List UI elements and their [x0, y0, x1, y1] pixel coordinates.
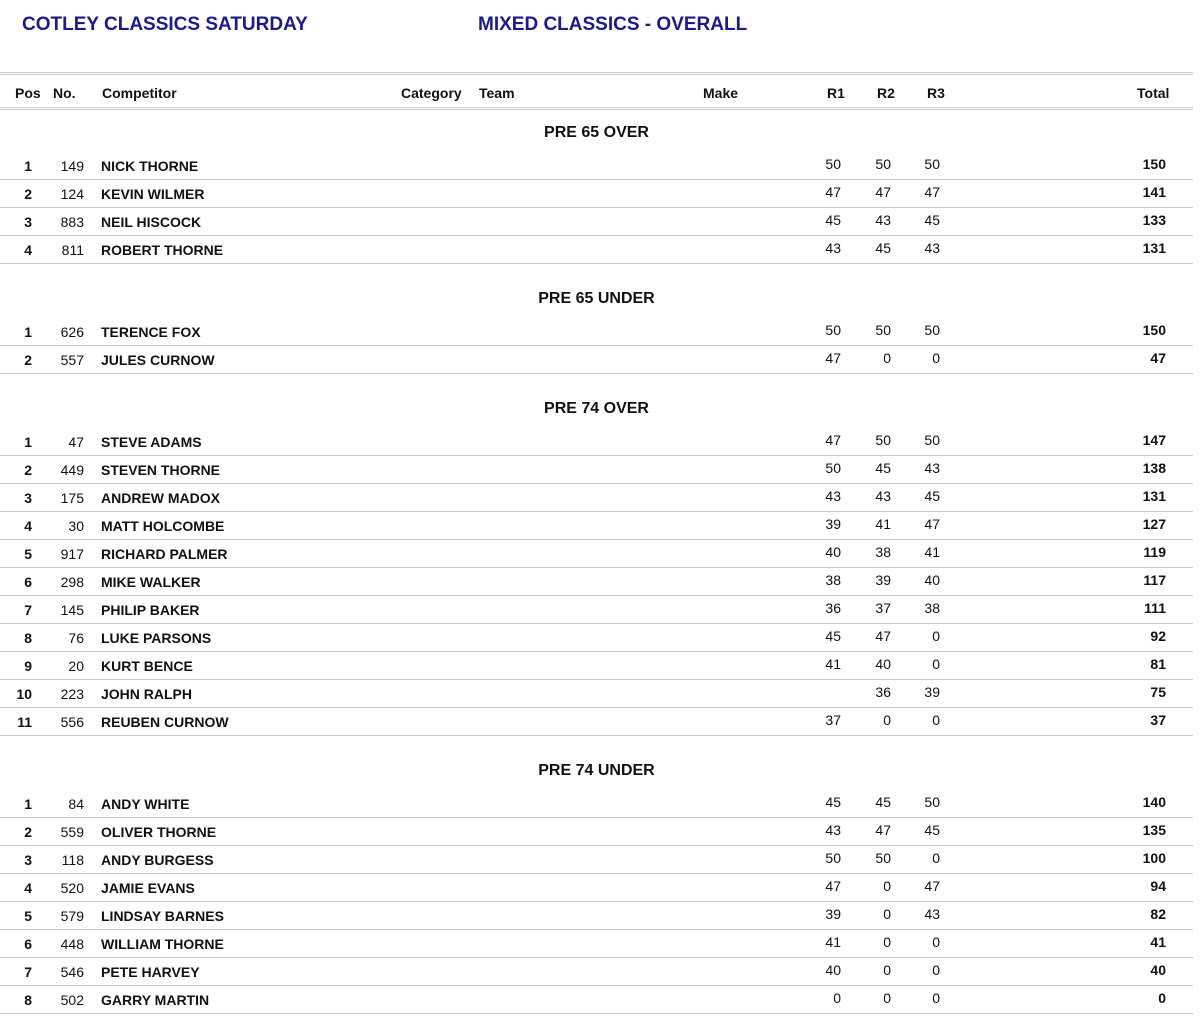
r3-cell: 38 [924, 600, 940, 616]
total-cell: 100 [1142, 850, 1166, 866]
table-row [0, 624, 1193, 652]
competitor-cell: JOHN RALPH [101, 686, 193, 702]
r1-cell: 39 [825, 906, 841, 922]
number-cell: 20 [68, 658, 84, 674]
r3-cell: 47 [924, 516, 940, 532]
r1-cell: 43 [825, 240, 841, 256]
r3-cell: 50 [924, 322, 940, 338]
r2-cell: 43 [875, 212, 891, 228]
number-cell: 449 [60, 462, 84, 478]
total-cell: 127 [1142, 516, 1166, 532]
pos-cell: 1 [24, 796, 32, 812]
r3-cell: 45 [924, 488, 940, 504]
r3-cell: 39 [924, 684, 940, 700]
col-pos: Pos [15, 85, 41, 101]
number-cell: 579 [60, 908, 84, 924]
table-row [0, 708, 1193, 736]
pos-cell: 7 [24, 602, 32, 618]
pos-cell: 1 [24, 324, 32, 340]
col-r2: R2 [877, 85, 895, 101]
number-cell: 448 [60, 936, 84, 952]
r1-cell: 40 [825, 962, 841, 978]
r1-cell: 50 [825, 322, 841, 338]
total-cell: 82 [1150, 906, 1166, 922]
r3-cell: 43 [924, 240, 940, 256]
table-row [0, 456, 1193, 484]
competitor-cell: STEVE ADAMS [101, 434, 202, 450]
pos-cell: 9 [24, 658, 32, 674]
column-header-row [0, 72, 1193, 110]
competitor-cell: NICK THORNE [101, 158, 199, 174]
table-row [0, 152, 1193, 180]
competitor-cell: PETE HARVEY [101, 964, 200, 980]
number-cell: 30 [68, 518, 84, 534]
r1-cell: 37 [825, 712, 841, 728]
r1-cell: 47 [825, 350, 841, 366]
r3-cell: 45 [924, 212, 940, 228]
competitor-cell: MATT HOLCOMBE [101, 518, 225, 534]
total-cell: 117 [1143, 572, 1166, 588]
r3-cell: 0 [932, 850, 940, 866]
r2-cell: 50 [875, 322, 891, 338]
col-total: Total [1137, 85, 1170, 101]
r1-cell: 41 [825, 656, 841, 672]
section-title: PRE 65 OVER [544, 124, 649, 141]
number-cell: 559 [60, 824, 84, 840]
r1-cell: 0 [833, 990, 841, 1006]
col-r1: R1 [827, 85, 845, 101]
results-title: MIXED CLASSICS - OVERALL [478, 14, 748, 35]
total-cell: 94 [1150, 878, 1166, 894]
table-row [0, 568, 1193, 596]
competitor-cell: ANDY WHITE [101, 796, 190, 812]
r1-cell: 50 [825, 460, 841, 476]
competitor-cell: RICHARD PALMER [101, 546, 228, 562]
r2-cell: 41 [875, 516, 891, 532]
number-cell: 883 [60, 214, 84, 230]
competitor-cell: JULES CURNOW [101, 352, 215, 368]
section-spacer [0, 374, 1193, 388]
r2-cell: 0 [883, 878, 891, 894]
number-cell: 149 [60, 158, 84, 174]
pos-cell: 6 [24, 574, 32, 590]
r2-cell: 45 [875, 460, 891, 476]
table-row [0, 874, 1193, 902]
r1-cell: 47 [825, 878, 841, 894]
table-row [0, 986, 1193, 1014]
competitor-cell: TERENCE FOX [101, 324, 201, 340]
pos-cell: 3 [24, 852, 32, 868]
pos-cell: 1 [24, 158, 32, 174]
pos-cell: 8 [24, 630, 32, 646]
number-cell: 76 [68, 630, 84, 646]
r1-cell: 47 [825, 184, 841, 200]
table-row [0, 680, 1193, 708]
r1-cell: 40 [825, 544, 841, 560]
r2-cell: 50 [875, 850, 891, 866]
r2-cell: 0 [883, 906, 891, 922]
section-title: PRE 65 UNDER [538, 290, 655, 307]
col-category: Category [401, 85, 462, 101]
number-cell: 47 [68, 434, 84, 450]
table-row [0, 512, 1193, 540]
number-cell: 811 [61, 242, 84, 258]
results-section [0, 278, 1193, 388]
r3-cell: 0 [932, 656, 940, 672]
results-section [0, 388, 1193, 750]
total-cell: 47 [1150, 350, 1166, 366]
number-cell: 502 [60, 992, 84, 1008]
r3-cell: 0 [932, 628, 940, 644]
pos-cell: 2 [24, 462, 32, 478]
r3-cell: 45 [924, 822, 940, 838]
r3-cell: 0 [932, 990, 940, 1006]
total-cell: 140 [1142, 794, 1166, 810]
table-row [0, 902, 1193, 930]
number-cell: 298 [60, 574, 84, 590]
pos-cell: 6 [24, 936, 32, 952]
r2-cell: 39 [875, 572, 891, 588]
r3-cell: 50 [924, 156, 940, 172]
competitor-cell: LUKE PARSONS [101, 630, 212, 646]
pos-cell: 4 [24, 880, 32, 896]
competitor-cell: ANDREW MADOX [101, 490, 220, 506]
number-cell: 118 [61, 852, 84, 868]
col-team: Team [479, 85, 515, 101]
pos-cell: 2 [24, 352, 32, 368]
table-row [0, 540, 1193, 568]
table-row [0, 428, 1193, 456]
number-cell: 520 [60, 880, 84, 896]
r1-cell: 45 [825, 212, 841, 228]
total-cell: 92 [1150, 628, 1166, 644]
event-title: COTLEY CLASSICS SATURDAY [22, 14, 308, 35]
r2-cell: 43 [875, 488, 891, 504]
r2-cell: 0 [883, 350, 891, 366]
competitor-cell: ROBERT THORNE [101, 242, 224, 258]
r2-cell: 47 [875, 184, 891, 200]
r3-cell: 0 [932, 712, 940, 728]
competitor-cell: NEIL HISCOCK [101, 214, 202, 230]
competitor-cell: REUBEN CURNOW [101, 714, 229, 730]
pos-cell: 5 [24, 546, 32, 562]
total-cell: 147 [1142, 432, 1166, 448]
table-row [0, 930, 1193, 958]
r2-cell: 0 [883, 962, 891, 978]
r1-cell: 50 [825, 156, 841, 172]
competitor-cell: MIKE WALKER [101, 574, 201, 590]
number-cell: 84 [68, 796, 84, 812]
r2-cell: 47 [875, 822, 891, 838]
total-cell: 150 [1142, 322, 1166, 338]
pos-cell: 3 [24, 214, 32, 230]
r2-cell: 50 [875, 156, 891, 172]
pos-cell: 2 [24, 186, 32, 202]
r3-cell: 47 [924, 184, 940, 200]
total-cell: 131 [1142, 488, 1166, 504]
r2-cell: 0 [883, 934, 891, 950]
r3-cell: 0 [932, 962, 940, 978]
col-competitor: Competitor [102, 85, 177, 101]
number-cell: 556 [60, 714, 84, 730]
r2-cell: 0 [883, 712, 891, 728]
total-cell: 141 [1142, 184, 1166, 200]
r3-cell: 50 [924, 794, 940, 810]
table-row [0, 318, 1193, 346]
table-row [0, 484, 1193, 512]
r3-cell: 43 [924, 460, 940, 476]
r1-cell: 47 [825, 432, 841, 448]
r2-cell: 50 [875, 432, 891, 448]
total-cell: 111 [1144, 600, 1166, 616]
r3-cell: 40 [924, 572, 940, 588]
table-row [0, 236, 1193, 264]
section-spacer [0, 264, 1193, 278]
competitor-cell: STEVEN THORNE [101, 462, 221, 478]
total-cell: 41 [1150, 934, 1166, 950]
competitor-cell: ANDY BURGESS [101, 852, 214, 868]
r2-cell: 45 [875, 794, 891, 810]
competitor-cell: LINDSAY BARNES [101, 908, 224, 924]
total-cell: 40 [1150, 962, 1166, 978]
r2-cell: 45 [875, 240, 891, 256]
table-row [0, 652, 1193, 680]
r2-cell: 47 [875, 628, 891, 644]
table-row [0, 346, 1193, 374]
section-spacer [0, 736, 1193, 750]
competitor-cell: WILLIAM THORNE [101, 936, 224, 952]
r1-cell: 39 [825, 516, 841, 532]
total-cell: 37 [1150, 712, 1166, 728]
col-no: No. [53, 85, 76, 101]
r2-cell: 37 [875, 600, 891, 616]
total-cell: 81 [1150, 656, 1166, 672]
number-cell: 145 [60, 602, 84, 618]
r1-cell: 38 [825, 572, 841, 588]
number-cell: 124 [60, 186, 84, 202]
section-title: PRE 74 OVER [544, 400, 649, 417]
number-cell: 223 [60, 686, 84, 702]
r1-cell: 43 [825, 488, 841, 504]
r2-cell: 0 [883, 990, 891, 1006]
r3-cell: 43 [924, 906, 940, 922]
table-row [0, 846, 1193, 874]
pos-cell: 1 [24, 434, 32, 450]
pos-cell: 3 [24, 490, 32, 506]
pos-cell: 7 [24, 964, 32, 980]
pos-cell: 4 [24, 518, 32, 534]
r3-cell: 50 [924, 432, 940, 448]
r2-cell: 36 [875, 684, 891, 700]
pos-cell: 2 [24, 824, 32, 840]
pos-cell: 11 [17, 714, 32, 730]
r1-cell: 36 [825, 600, 841, 616]
number-cell: 626 [60, 324, 84, 340]
r1-cell: 43 [825, 822, 841, 838]
r1-cell: 41 [825, 934, 841, 950]
col-make: Make [703, 85, 739, 101]
r2-cell: 38 [875, 544, 891, 560]
competitor-cell: OLIVER THORNE [101, 824, 217, 840]
total-cell: 75 [1150, 684, 1166, 700]
number-cell: 917 [60, 546, 84, 562]
total-cell: 138 [1142, 460, 1166, 476]
results-section [0, 112, 1193, 278]
table-row [0, 596, 1193, 624]
number-cell: 175 [60, 490, 84, 506]
total-cell: 135 [1142, 822, 1166, 838]
results-section [0, 750, 1193, 1014]
competitor-cell: GARRY MARTIN [101, 992, 210, 1008]
pos-cell: 4 [24, 242, 32, 258]
total-cell: 150 [1142, 156, 1166, 172]
r2-cell: 40 [875, 656, 891, 672]
col-r3: R3 [927, 85, 945, 101]
total-cell: 119 [1143, 544, 1166, 560]
table-row [0, 818, 1193, 846]
r3-cell: 47 [924, 878, 940, 894]
number-cell: 557 [60, 352, 84, 368]
competitor-cell: JAMIE EVANS [101, 880, 195, 896]
competitor-cell: KURT BENCE [101, 658, 193, 674]
competitor-cell: KEVIN WILMER [101, 186, 205, 202]
table-row [0, 180, 1193, 208]
section-title: PRE 74 UNDER [538, 762, 655, 779]
r3-cell: 41 [924, 544, 940, 560]
r3-cell: 0 [932, 350, 940, 366]
competitor-cell: PHILIP BAKER [101, 602, 200, 618]
r1-cell: 45 [825, 794, 841, 810]
pos-cell: 8 [24, 992, 32, 1008]
results-table [0, 112, 1193, 1014]
table-row [0, 790, 1193, 818]
table-row [0, 208, 1193, 236]
total-cell: 131 [1142, 240, 1166, 256]
pos-cell: 5 [24, 908, 32, 924]
r1-cell: 45 [825, 628, 841, 644]
total-cell: 0 [1158, 990, 1166, 1006]
table-row [0, 958, 1193, 986]
r1-cell: 50 [825, 850, 841, 866]
pos-cell: 10 [16, 686, 32, 702]
r3-cell: 0 [932, 934, 940, 950]
total-cell: 133 [1142, 212, 1166, 228]
number-cell: 546 [60, 964, 84, 980]
